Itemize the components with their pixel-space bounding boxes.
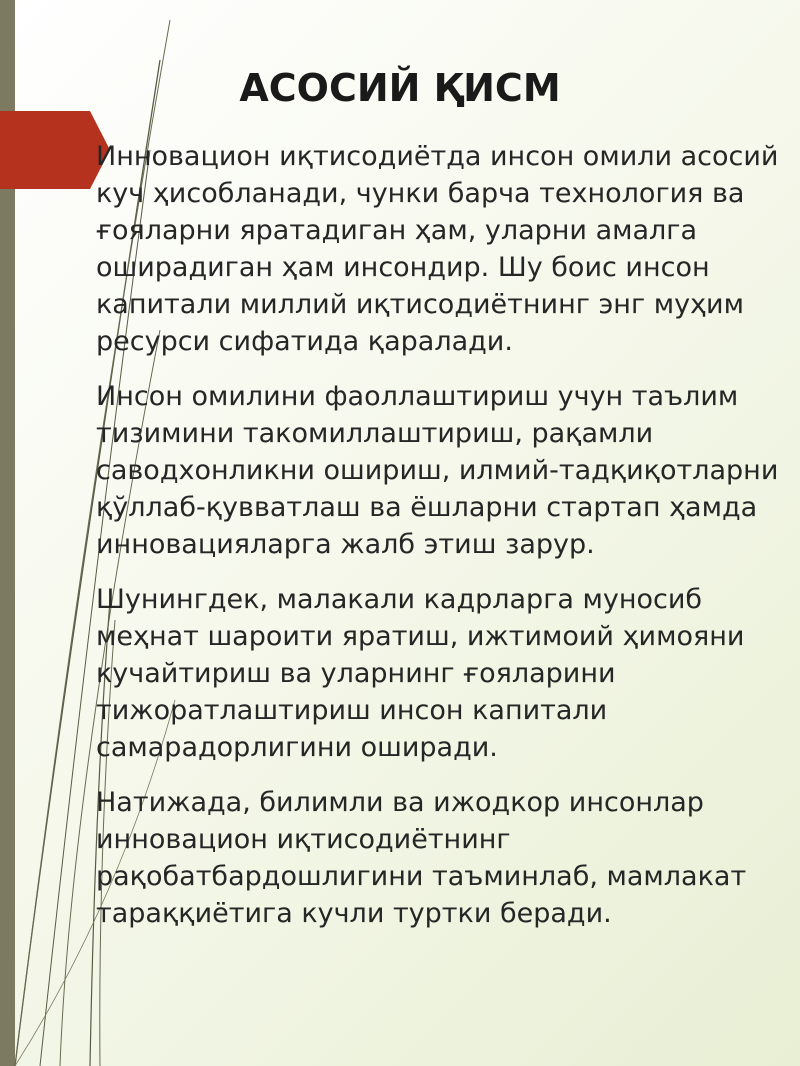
slide-title: АСОСИЙ ҚИСМ: [239, 66, 561, 110]
paragraph-4: [60, 784, 780, 932]
paragraph-1: [60, 138, 780, 360]
paragraph-text: Шунингдек, малакали кадрларга муносиб меҳнат шароити яратиш, ижтимоий ҳимояни кучайтириш ва уларнинг ғояларини тижоратлаштириш инсон капитали самарадорлигини оширади.: [96, 584, 745, 763]
paragraph-text: Инновацион иқтисодиётда инсон омили асосий куч ҳисобланади, чунки барча технология ва ғояларни яратадиган ҳам, уларни амалга оширадиган ҳам инсондир. Шу боис инсон капитали миллий иқтисодиётнинг энг муҳим ресурси сифатида қаралади.: [96, 141, 779, 357]
paragraph-3: [60, 581, 780, 766]
paragraph-text: Натижада, билимли ва ижодкор инсонлар инновацион иқтисодиётнинг рақобатбардошлигини таъминлаб, мамлакат тараққиётига кучли туртки беради.: [96, 787, 747, 929]
paragraph-text: Инсон омилини фаоллаштириш учун таълим тизимини такомиллаштириш, рақамли саводхонликни ошириш, илмий-тадқиқотларни қўллаб-қувватлаш ва ёшларни стартап ҳамда инновацияларга жалб этиш зарур.: [96, 381, 779, 560]
paragraph-2: [60, 378, 780, 563]
slide-content: [60, 138, 780, 950]
